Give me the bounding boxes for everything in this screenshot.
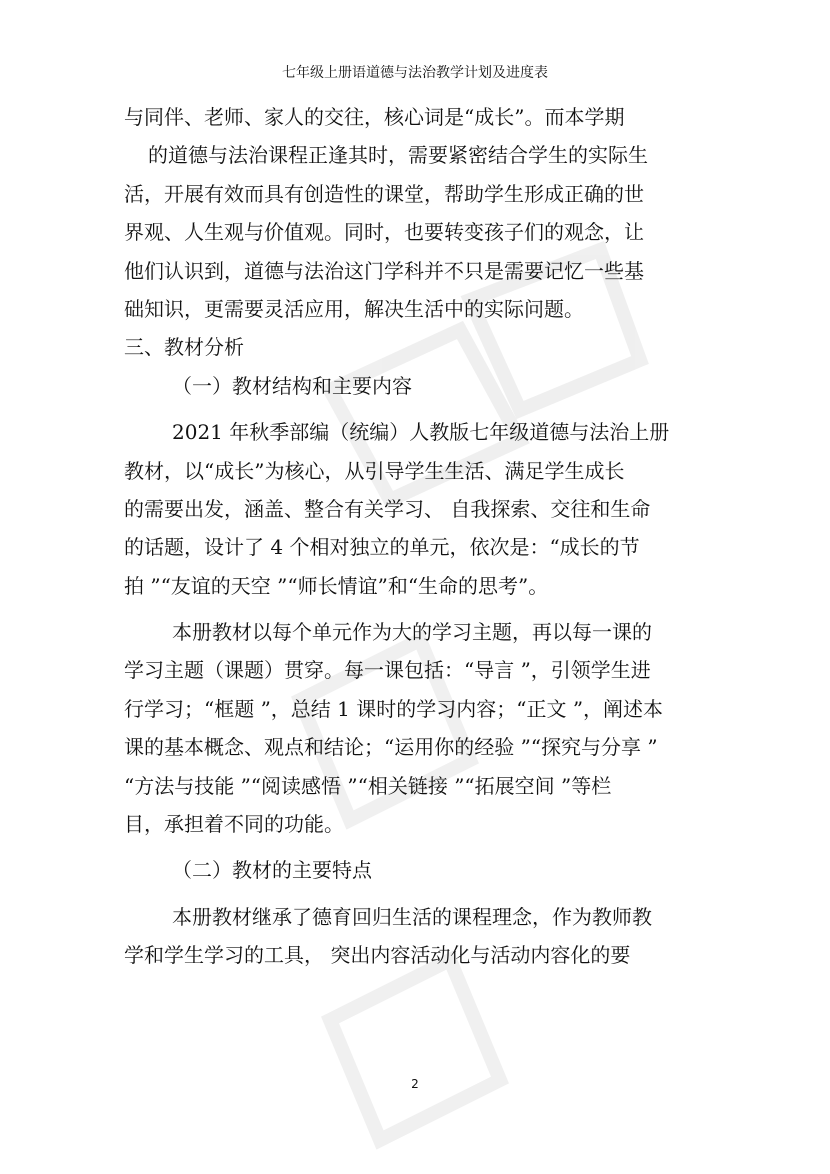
paragraph-line: “方法与技能 ”“阅读感悟 ”“相关链接 ”“拓展空间 ”等栏 [124,773,612,798]
paragraph-line: 目，承担着不同的功能。 [124,812,344,837]
section-heading: 三、教材分析 [124,335,244,360]
paragraph-line: 教材，以“成长”为核心，从引导学生生活、满足学生成长 [124,458,625,483]
paragraph-line: 的需要出发，涵盖、整合有关学习、 自我探索、交往和生命 [124,496,651,521]
paragraph-line: 本册教材继承了德育回归生活的课程理念，作为教师教 [172,904,652,929]
paragraph-line: 行学习；“框题 ”，总结 1 课时的学习内容；“正文 ”，阐述本 [124,696,664,721]
page-number: 2 [411,1077,419,1091]
paragraph-line: 础知识，更需要灵活应用，解决生活中的实际问题。 [124,296,584,321]
subsection-heading: （二）教材的主要特点 [172,858,372,883]
paragraph-line: 课的基本概念、观点和结论；“运用你的经验 ”“探究与分享 ” [124,735,658,760]
paragraph-line: 他们认识到，道德与法治这门学科并不只是需要记忆一些基 [124,258,644,283]
paragraph-line: 的道德与法治课程正逢其时，需要紧密结合学生的实际生 [148,143,648,168]
page-header-title: 七年级上册语道德与法治教学计划及进度表 [282,65,548,81]
paragraph-line: 拍 ”“友谊的天空 ”“师长情谊”和“生命的思考”。 [124,573,549,598]
paragraph-line: 与同伴、老师、家人的交往，核心词是“成长”。而本学期 [124,105,625,129]
paragraph-line: 学和学生学习的工具， 突出内容活动化与活动内容化的要 [124,943,631,968]
paragraph-line: 界观、人生观与价值观。同时，也要转变孩子们的观念，让 [124,220,644,245]
paragraph-line: 学习主题（课题）贯穿。每一课包括：“导言 ”，引领学生进 [124,658,651,683]
subsection-heading: （一）教材结构和主要内容 [172,373,412,398]
paragraph-line: 活，开展有效而具有创造性的课堂，帮助学生形成正确的世 [124,181,644,206]
paragraph-line: 本册教材以每个单元作为大的学习主题，再以每一课的 [172,620,652,645]
document-body [124,98,724,975]
paragraph-line: 2021 年秋季部编（统编）人教版七年级道德与法治上册 [172,420,670,445]
paragraph-line: 的话题，设计了 4 个相对独立的单元，依次是：“成长的节 [124,535,640,560]
